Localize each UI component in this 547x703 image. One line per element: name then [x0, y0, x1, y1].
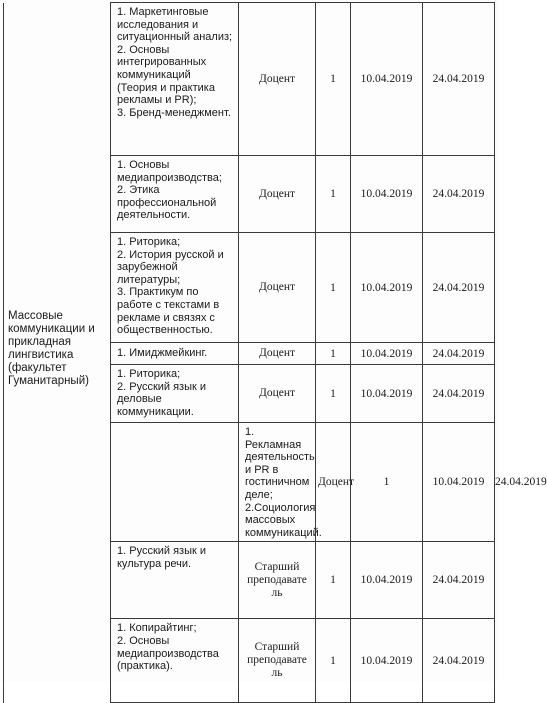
count-cell: 1: [351, 423, 423, 542]
table-row: 1. Рекламная деятельность и PR в гостиничном деле; 2.Социология массовых коммуникаций. Доцент 1 10.04.2019 24.04.2019: [4, 423, 495, 542]
subjects-cell: [111, 3, 239, 156]
position-cell: Доцент: [239, 365, 316, 423]
date-start-cell: 10.04.2019: [423, 423, 495, 542]
subject-line: 1. Маркетинговые исследования и ситуационный анализ;: [117, 6, 233, 44]
subject-line: 3. Бренд-менеджмент.: [117, 106, 231, 119]
subject-line: 1. Русский язык и культура речи.: [117, 545, 207, 570]
count-cell: 1: [316, 3, 351, 156]
position-cell: Доцент: [316, 423, 351, 542]
count-cell: 1: [316, 365, 351, 423]
direction-cell-lower: [4, 619, 111, 703]
subject-line: 3. Практикум по работе с текстами в рекламе и связях с общественностью.: [117, 286, 220, 337]
subject-line: 2. История русской и зарубежной литературы;: [117, 248, 224, 286]
subject-line: 1. Копирайтинг;: [117, 622, 197, 635]
subjects-cell: [111, 542, 239, 619]
table-row: [4, 542, 495, 619]
date-end-cell: 24.04.2019: [423, 233, 495, 343]
count-cell: 1: [316, 233, 351, 343]
count-cell: 1: [316, 156, 351, 233]
direction-cell-lower: [111, 423, 239, 542]
date-start-cell: 10.04.2019: [351, 156, 423, 233]
subject-line: 1. Рекламная деятельность и PR в гостиничном деле;: [245, 426, 315, 501]
vacancy-table: [3, 2, 547, 703]
subject-line: 2. Этика профессиональной деятельности.: [117, 184, 217, 222]
position-cell: Старший преподавате ль: [239, 619, 316, 703]
date-end-cell: 24.04.2019: [423, 343, 495, 365]
date-end-cell: 24.04.2019: [423, 3, 495, 156]
position-cell: Доцент: [239, 233, 316, 343]
subjects-cell: [111, 156, 239, 233]
direction-cell-top: [4, 3, 111, 156]
table-row: [4, 619, 495, 703]
subjects-cell: [111, 233, 239, 343]
subject-line: 1. Риторика;: [117, 236, 181, 248]
table-row: [4, 3, 495, 156]
subject-line: 2. Основы медиапроизводства (практика).: [117, 634, 219, 673]
subject-line: 2. Русский язык и деловые коммуникации.: [117, 380, 207, 418]
date-start-cell: 10.04.2019: [351, 343, 423, 365]
subject-line: 1. Имиджмейкинг.: [117, 347, 208, 360]
position-cell: Доцент: [239, 343, 316, 365]
date-start-cell: 10.04.2019: [351, 233, 423, 343]
date-start-cell: 10.04.2019: [351, 3, 423, 156]
subjects-cell: [111, 365, 239, 423]
position-cell: Старший преподавате ль: [239, 542, 316, 619]
subject-line: 1. Основы медиапроизводства;: [117, 159, 222, 184]
date-start-cell: 10.04.2019: [351, 619, 423, 703]
subject-line: 2.Социология массовых коммуникаций.: [245, 501, 322, 539]
count-cell: 1: [316, 619, 351, 703]
date-end-cell: 24.04.2019: [423, 156, 495, 233]
subjects-cell: [239, 423, 322, 542]
count-cell: 1: [316, 343, 351, 365]
table-row: [4, 156, 495, 233]
date-start-cell: 10.04.2019: [351, 542, 423, 619]
subjects-cell: [111, 343, 239, 365]
subjects-cell: [111, 619, 239, 703]
date-start-cell: 10.04.2019: [351, 365, 423, 423]
subject-line: 1. Риторика;: [117, 368, 181, 380]
position-cell: Доцент: [239, 156, 316, 233]
count-cell: 1: [316, 542, 351, 619]
date-end-cell: 24.04.2019: [423, 619, 495, 703]
position-cell: Доцент: [239, 3, 316, 156]
subject-line: 2. Основы интегрированных коммуникаций (Теория и практика рекламы и PR);: [117, 43, 215, 107]
date-end-cell: 24.04.2019: [423, 542, 495, 619]
direction-cell: Массовые коммуникации и прикладная лингвистика (факультет Гуманитарный): [4, 156, 111, 542]
date-end-cell: 24.04.2019: [423, 365, 495, 423]
direction-cell-lower: [4, 542, 111, 619]
